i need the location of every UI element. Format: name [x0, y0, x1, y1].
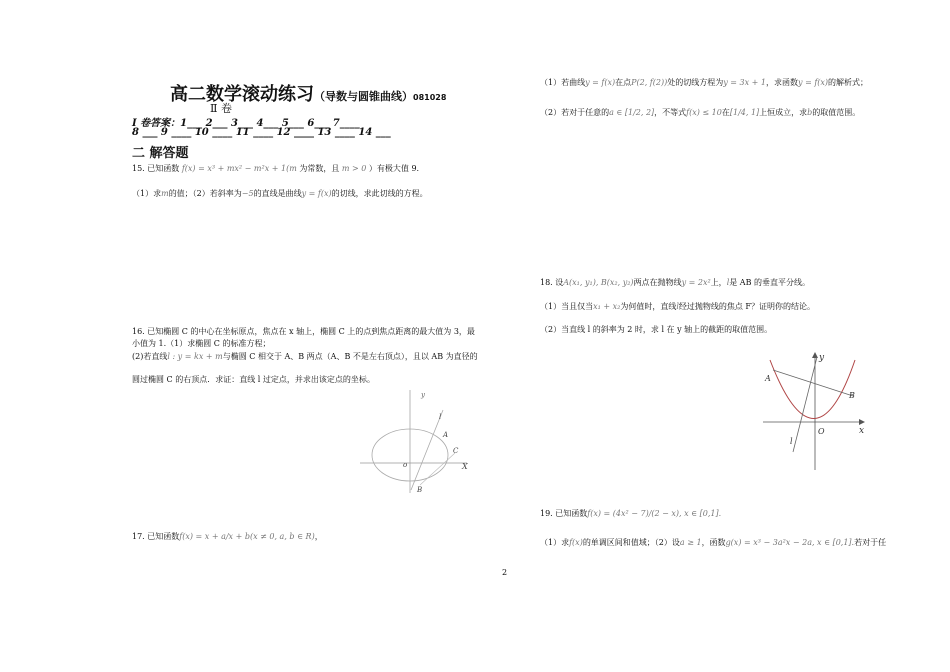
q17-formula: f(x) = x + a/x + b(x ≠ 0, a, b ∈ R): [179, 532, 315, 541]
q18-line-2: （1）当且仅当x₁ + x₂为何值时，直线l经过抛物线的焦点 F？证明你的结论。: [540, 302, 815, 311]
fig18-label-a: A: [765, 374, 771, 383]
q16-line-2: 小值为 1.（1）求椭圆 C 的标准方程；: [132, 339, 271, 348]
q17-part1: （1）若曲线y = f(x)在点P(2, f(2))处的切线方程为y = 3x + 1，求函数y = f(x)的解析式；: [540, 78, 869, 87]
q16-line-1: 16. 已知椭圆 C 的中心在坐标原点，焦点在 x 轴上，椭圆 C 上的点到焦点距离的最大值为 3，最: [132, 327, 475, 336]
q17-line: 17. 已知函数f(x) = x + a/x + b(x ≠ 0, a, b ∈ R)，: [132, 532, 323, 541]
line-l: [793, 357, 817, 452]
fig18-label-b: B: [849, 391, 855, 400]
q16-line-4: 圆过椭圆 C 的右顶点．求证：直线 l 过定点，并求出该定点的坐标。: [132, 375, 375, 384]
fig16-label-c: C: [453, 447, 459, 455]
fig16-label-l: l: [439, 413, 442, 421]
title-main: 高二数学滚动练习: [170, 84, 314, 105]
fig16-label-o: o: [403, 461, 408, 469]
fig18-label-y: y: [819, 353, 825, 363]
q15-line-1: 15. 已知函数 f(x) = x³ + mx² − m²x + 1(m 为常数，且 m > 0 ）有极大值 9.: [132, 164, 420, 173]
q15-formula-1: f(x) = x³ + mx² − m²x + 1(m: [181, 164, 297, 173]
q17-part2: （2）若对于任意的a ∈ [1/2, 2]，不等式f(x) ≤ 10在[1/4, 1]上恒成立，求b的取值范围。: [540, 108, 861, 117]
fig16-label-x: X: [462, 462, 468, 471]
fig18-label-l: l: [790, 437, 793, 446]
q19-line-1: 19. 已知函数f(x) = (4x² − 7)/(2 − x), x ∈ [0,1].: [540, 509, 722, 518]
q16-line-3: (2)若直线l : y = kx + m与椭圆 C 相交于 A、B 两点（A、B 不是左右顶点），且以 AB 为直径的: [132, 352, 478, 361]
ellipse-figure: [355, 385, 480, 495]
part-two-heading: Ⅱ 卷: [210, 102, 232, 115]
chord-bc: [420, 453, 455, 485]
q15-formula-2: m > 0: [341, 164, 367, 173]
fig18-label-o: O: [818, 427, 825, 436]
fig16-label-y: y: [421, 391, 425, 399]
fig16-label-b: B: [417, 486, 423, 494]
q18-line-1: 18. 设A(x₁, y₁), B(x₂, y₂)两点在抛物线y = 2x²上，l是 AB 的垂直平分线。: [540, 278, 810, 287]
title-sub: （导数与圆锥曲线）: [314, 90, 413, 103]
section-title: 二 解答题: [132, 146, 189, 161]
fig18-label-x: x: [859, 426, 865, 436]
answer-line-2: 8 ___ 9 ____ 10 ____ 11 ____ 12 ____ 13 ____ 14 ___: [132, 127, 391, 138]
fig16-label-a: A: [443, 431, 449, 439]
q19-line-2: （1）求f(x)的单调区间和值域；（2）设a ≥ 1，函数g(x) = x³ − 3a²x − 2a, x ∈ [0,1].若对于任: [540, 538, 887, 547]
q18-line-3: （2）当直线 l 的斜率为 2 时，求 l 在 y 轴上的截距的取值范围。: [540, 325, 773, 334]
parabola-curve: [770, 360, 855, 419]
title-code: 081028: [413, 93, 447, 102]
page-number: 2: [502, 568, 508, 577]
answer-line-1: Ⅰ 卷答案：1___ 2___ 3___ 4___ 5___ 6___ 7____: [132, 118, 360, 129]
q15-line-2: （1）求m的值；（2）若斜率为−5的直线是曲线y = f(x)的切线，求此切线的方程。: [132, 189, 428, 198]
q19-formula: f(x) = (4x² − 7)/(2 − x), x ∈ [0,1].: [587, 509, 722, 518]
parabola-figure: [755, 352, 870, 472]
